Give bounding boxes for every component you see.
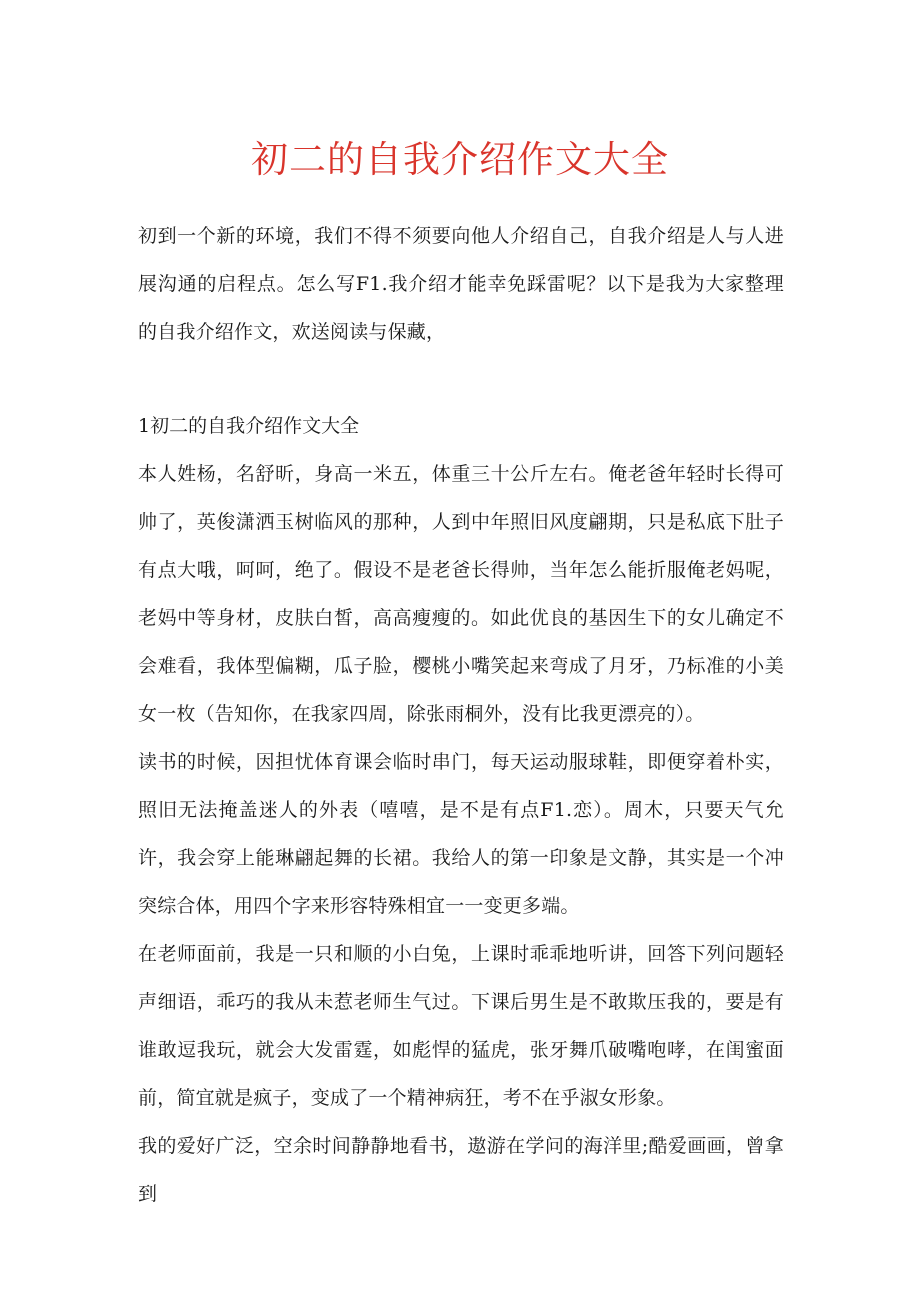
section-heading: 1初二的自我介绍作文大全 [138,415,360,437]
intro-paragraph: 初到一个新的环境，我们不得不须要向他人介绍自己，自我介绍是人与人进展沟通的启程点。怎么写F1.我介绍才能幸免踩雷呢？以下是我为大家整理的自我介绍作文，欢送阅读与保藏， [138,225,784,343]
document-title: 初二的自我介绍作文大全 [251,138,669,181]
document-body [138,212,784,1218]
body-paragraph-1: 本人姓杨，名舒昕，身高一米五，体重三十公斤左右。俺老爸年轻时长得可帅了，英俊潇洒玉树临风的那种，人到中年照旧风度翩期，只是私底下肚子有点大哦，呵呵，绝了。假设不是老爸长得帅，当年怎么能折服俺老妈呢，老妈中等身材，皮肤白皙，高高瘦瘦的。如此优良的基因生下的女儿确定不会难看，我体型偏糊，瓜子脸，樱桃小嘴笑起来弯成了月牙，乃标准的小美女一枚（告知你，在我家四周，除张雨桐外，没有比我更漂亮的）。 [138,463,784,725]
body-paragraph-3: 在老师面前，我是一只和顺的小白兔，上课时乖乖地听讲，回答下列问题轻声细语，乖巧的我从未惹老师生气过。下课后男生是不敢欺压我的，要是有谁敢逗我玩，就会大发雷霆，如彪悍的猛虎，张牙舞爪破嘴咆哮，在闺蜜面前，简宜就是疯子，变成了一个精神病狂，考不在乎淑女形象。 [138,943,784,1109]
body-paragraph-4: 我的爱好广泛，空余时间静静地看书，遨游在学问的海洋里;酷爱画画，曾拿到 [138,1135,784,1205]
body-paragraph-2: 读书的时候，因担忧体育课会临时串门，每天运动服球鞋，即便穿着朴实，照旧无法掩盖迷人的外表（嘻嘻，是不是有点F1.恋）。周木，只要天气允许，我会穿上能琳翩起舞的长裙。我给人的第一印象是文静，其实是一个冲突综合体，用四个字来形容特殊相宜一一变更多端。 [138,751,784,917]
